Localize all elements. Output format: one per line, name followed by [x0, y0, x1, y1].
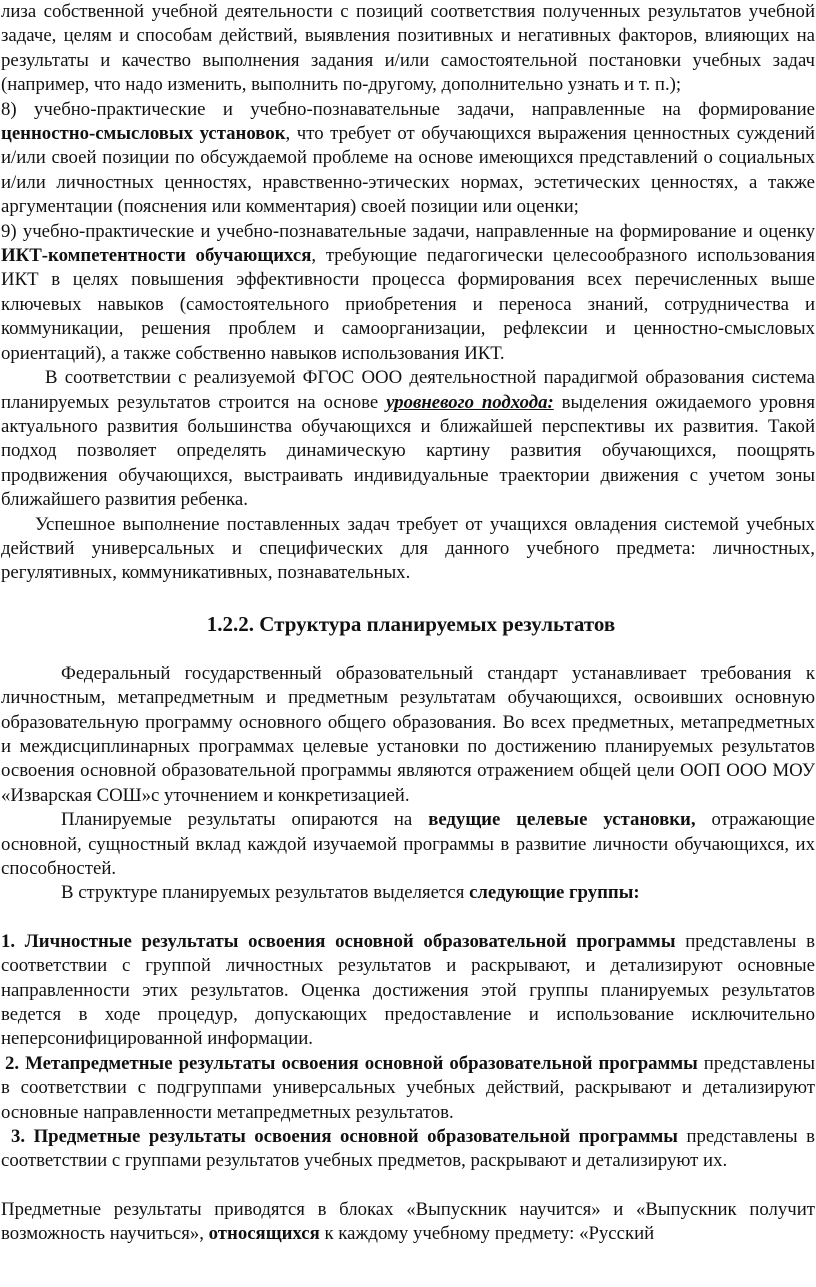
paragraph-personal-results	[1, 930, 815, 1052]
paragraph-item-8	[1, 98, 815, 220]
paragraph-item-9	[1, 220, 815, 366]
paragraph-text: , требующие педагогически целесообразного использования ИКТ в целях повышения эффективности процесса формирования всех перечисленных выше ключевых навыков (самостоятельного приобретения и переноса знаний, сотрудничества и коммуникации, решения проблем и самоорганизации, рефлексии и ценностно-смысловых ориентаций), а также собственно навыков использования ИКТ.	[1, 245, 815, 364]
paragraph-metasubject-results	[1, 1052, 815, 1125]
paragraph-text: Планируемые результаты опираются на	[61, 809, 429, 831]
bold-term: относящихся	[208, 1223, 320, 1245]
bold-term: ценностно-смысловых установок	[1, 123, 286, 145]
paragraph-text: Федеральный государственный образовательный стандарт устанавливает требования к личностным, метапредметным и предметным результатам обучающихся, освоивших основную образовательную программу основного общего образования. Во всех предметных, метапредметных и междисциплинарных программах целевые установки по достижению планируемых результатов освоения основной образовательной программы являются отражением общей цели ООП ООО МОУ «Изварская СОШ»с уточнением и конкретизацией.	[1, 662, 815, 806]
paragraph-text: к каждому учебному предмету: «Русский	[319, 1223, 655, 1245]
paragraph-text: отражающие основной, сущностный вклад каждой изучаемой программы в развитие личности обучающихся, их способностей.	[1, 809, 815, 879]
paragraph-successful-completion	[1, 513, 815, 586]
paragraph-text: , что требует от обучающихся выражения ценностных суждений и/или своей позиции по обсуждаемой проблеме на основе имеющихся представлений о социальных и/или личностных ценностях, нравственно-этических нормах, эстетических ценностях, а также аргументации (пояснения или комментария) своей позиции или оценки;	[1, 123, 815, 218]
paragraph-analysis-continuation	[1, 0, 815, 98]
paragraph-text: лиза собственной учебной деятельности с позиций соответствия полученных результатов учебной задаче, целям и способам действий, выявления позитивных и негативных факторов, влияющих на результаты и качество выполнения задания и/или самостоятельной постановки учебных задач (например, что надо изменить, выполнить по-другому, дополнительно узнать и т. п.);	[1, 1, 815, 96]
bold-term: 2. Метапредметные результаты освоения основной образовательной программы	[5, 1052, 698, 1074]
paragraph-text: В структуре планируемых результатов выделяется	[61, 882, 470, 904]
bold-term: следующие группы:	[469, 882, 640, 904]
paragraph-subject-blocks	[1, 1198, 815, 1247]
paragraph-fgos-standard	[1, 662, 815, 808]
bold-term: ИКТ-компетентности обучающихся	[1, 245, 312, 267]
paragraph-text: Успешное выполнение поставленных задач требует от учащихся овладения системой учебных действий универсальных и специфических для данного учебного предмета: личностных, регулятивных, коммуникативных, познавательных.	[1, 513, 815, 584]
paragraph-text: представлены в соответствии с группами результатов учебных предметов, раскрывают и детализируют их.	[1, 1126, 816, 1172]
paragraph-text: Предметные результаты приводятся в блоках «Выпускник научится» и «Выпускник получит возможность научиться»,	[1, 1198, 815, 1245]
paragraph-groups-intro	[1, 881, 815, 905]
paragraph-text: выделения ожидаемого уровня актуального развития большинства обучающихся и ближайшей перспективы их развития. Такой подход позволяет определять динамическую картину развития обучающихся, поощрять продвижения обучающихся, выстраивать индивидуальные траектории движения с учетом зоны ближайшего развития ребенка.	[1, 391, 815, 511]
paragraph-level-approach	[1, 366, 815, 512]
paragraph-text: представлены в соответствии с подгруппами универсальных учебных действий, раскрывают и детализируют основные направленности метапредметных результатов.	[1, 1052, 815, 1123]
paragraph-target-settings	[1, 808, 815, 881]
bold-italic-term: уровневого подхода:	[386, 391, 554, 413]
paragraph-text: 9) учебно-практические и учебно-познавательные задачи, направленные на формирование и оценку	[1, 220, 815, 242]
bold-term: ведущие целевые установки,	[428, 809, 696, 831]
section-heading: 1.2.2. Структура планируемых результатов	[206, 611, 616, 636]
paragraph-text: В соответствии с реализуемой ФГОС ООО деятельностной парадигмой образования система планируемых результатов строится на основе	[1, 367, 815, 413]
paragraph-text: 8) учебно-практические и учебно-познавательные задачи, направленные на формирование	[1, 98, 815, 120]
bold-term: 3. Предметные результаты освоения основной образовательной программы	[11, 1126, 678, 1148]
paragraph-text: представлены в соответствии с группой личностных результатов и раскрывают, и детализируют основные направленности этих результатов. Оценка достижения этой группы планируемых результатов ведется в ходе процедур, допускающих предоставление и использование исключительно неперсонифицированной информации.	[1, 930, 815, 1050]
bold-term: 1. Личностные результаты освоения основной образовательной программы	[1, 930, 676, 952]
paragraph-subject-results	[1, 1125, 815, 1174]
